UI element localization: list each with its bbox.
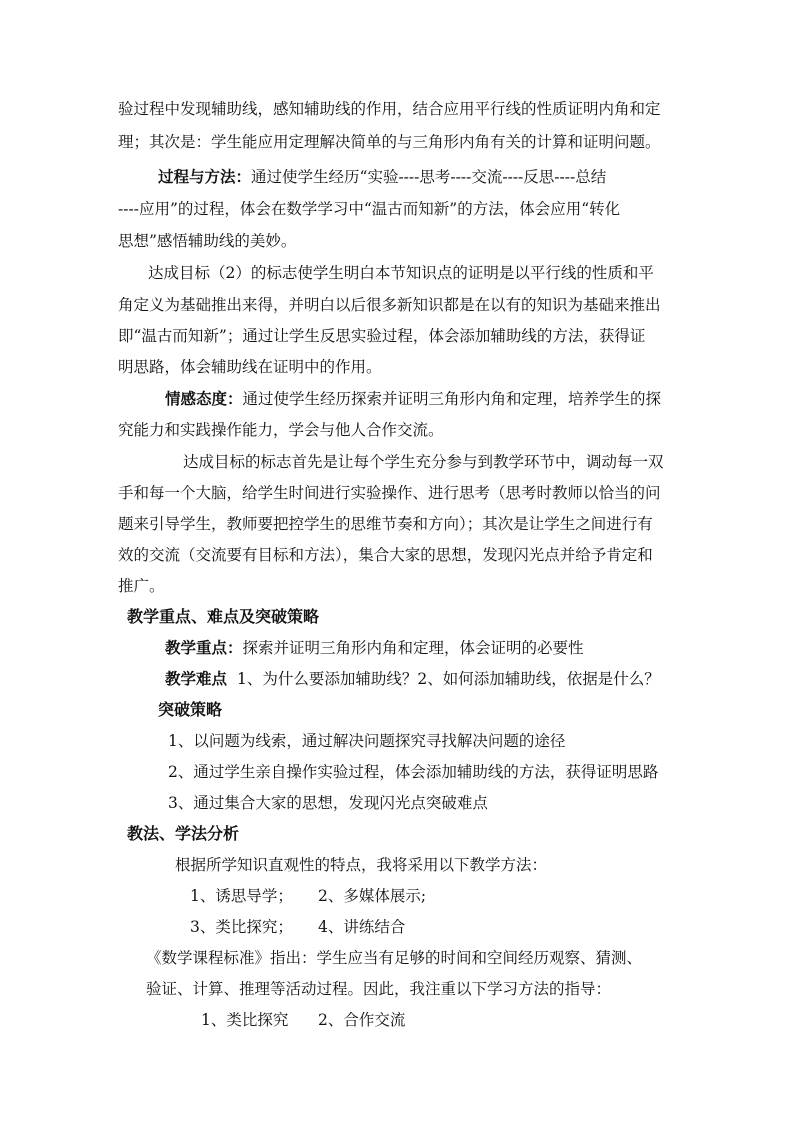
strategy-item: 1、以问题为线索，通过解决问题探究寻找解决问题的途径 [168, 732, 566, 750]
methods-intro: 根据所学知识直观性的特点，我将采用以下教学方法： [175, 856, 548, 874]
paragraph-line: 题来引导学生，教师要把控学生的思维节奏和方向）；其次是让学生之间进行有 [118, 515, 653, 533]
curriculum-standard-line: 《数学课程标准》指出：学生应当有足够的时间和空间经历观察、猜测、 [146, 949, 643, 967]
teaching-method-item: 2、多媒体展示; [318, 887, 427, 905]
key-point-label: 教学重点： [165, 638, 243, 657]
paragraph-line: 推广。 [118, 577, 165, 595]
paragraph-line: 明思路，体会辅助线在证明中的作用。 [118, 358, 382, 376]
strategy-item: 2、通过学生亲自操作实验过程，体会添加辅助线的方法，获得证明思路 [168, 763, 659, 781]
difficulty-line [165, 668, 660, 690]
emotion-attitude-text: 通过使学生经历探索并证明三角形内角和定理，培养学生的探 [242, 390, 662, 408]
paragraph-line: 效的交流（交流要有目标和方法），集合大家的思想，发现闪光点并给予肯定和 [118, 546, 653, 564]
process-method-line [158, 166, 606, 188]
teaching-method-item: 4、讲练结合 [318, 918, 406, 936]
paragraph-line: 理；其次是：学生能应用定理解决简单的与三角形内角有关的计算和证明问题。 [118, 133, 661, 151]
paragraph-line: 达成目标的标志首先是让每个学生充分参与到教学环节中，调动每一双 [183, 453, 664, 471]
paragraph-line: 究能力和实践操作能力，学会与他人合作交流。 [118, 421, 444, 439]
key-point-text: 探索并证明三角形内角和定理，体会证明的必要性 [242, 639, 584, 657]
difficulty-text: 1、为什么要添加辅助线？2、如何添加辅助线，依据是什么？ [237, 670, 660, 688]
paragraph-line: 即“温古而知新”；通过让学生反思实验过程，体会添加辅助线的方法，获得证 [118, 327, 646, 345]
emotion-attitude-line [165, 388, 661, 410]
section-heading-key-points: 教学重点、难点及突破策略 [127, 607, 320, 626]
paragraph-line: 手和每一个大脑，给学生时间进行实验操作、进行思考（思考时教师以恰当的问 [118, 484, 661, 502]
paragraph-line: 思想”感悟辅助线的美妙。 [118, 232, 297, 250]
difficulty-label: 教学难点 [165, 669, 228, 688]
key-point-line [165, 637, 584, 659]
strategy-item: 3、通过集合大家的思想，发现闪光点突破难点 [168, 794, 488, 812]
emotion-attitude-label: 情感态度： [165, 389, 243, 408]
paragraph-line: 角定义为基础推出来得，并明白以后很多新知识都是在以有的知识为基础来推出 [118, 296, 661, 314]
paragraph-line: 达成目标（2）的标志使学生明白本节知识点的证明是以平行线的性质和平 [148, 264, 654, 282]
curriculum-standard-line: 验证、计算、推理等活动过程。因此，我注重以下学习方法的指导： [146, 980, 612, 998]
strategy-heading: 突破策略 [158, 700, 223, 719]
paragraph-line: 验过程中发现辅助线，感知辅助线的作用，结合应用平行线的性质证明内角和定 [118, 100, 661, 118]
section-heading-methods: 教法、学法分析 [127, 824, 240, 843]
learning-method-item: 1、类比探究 [201, 1011, 289, 1029]
process-method-label: 过程与方法： [158, 167, 252, 186]
teaching-method-item: 3、类比探究； [190, 918, 293, 936]
paragraph-line: ----应用”的过程，体会在数学学习中“温古而知新”的方法，体会应用“转化 [118, 200, 621, 218]
teaching-method-item: 1、诱思导学； [190, 887, 293, 905]
process-method-text: 通过使学生经历“实验----思考----交流----反思----总结 [251, 168, 607, 186]
learning-method-item: 2、合作交流 [318, 1011, 406, 1029]
